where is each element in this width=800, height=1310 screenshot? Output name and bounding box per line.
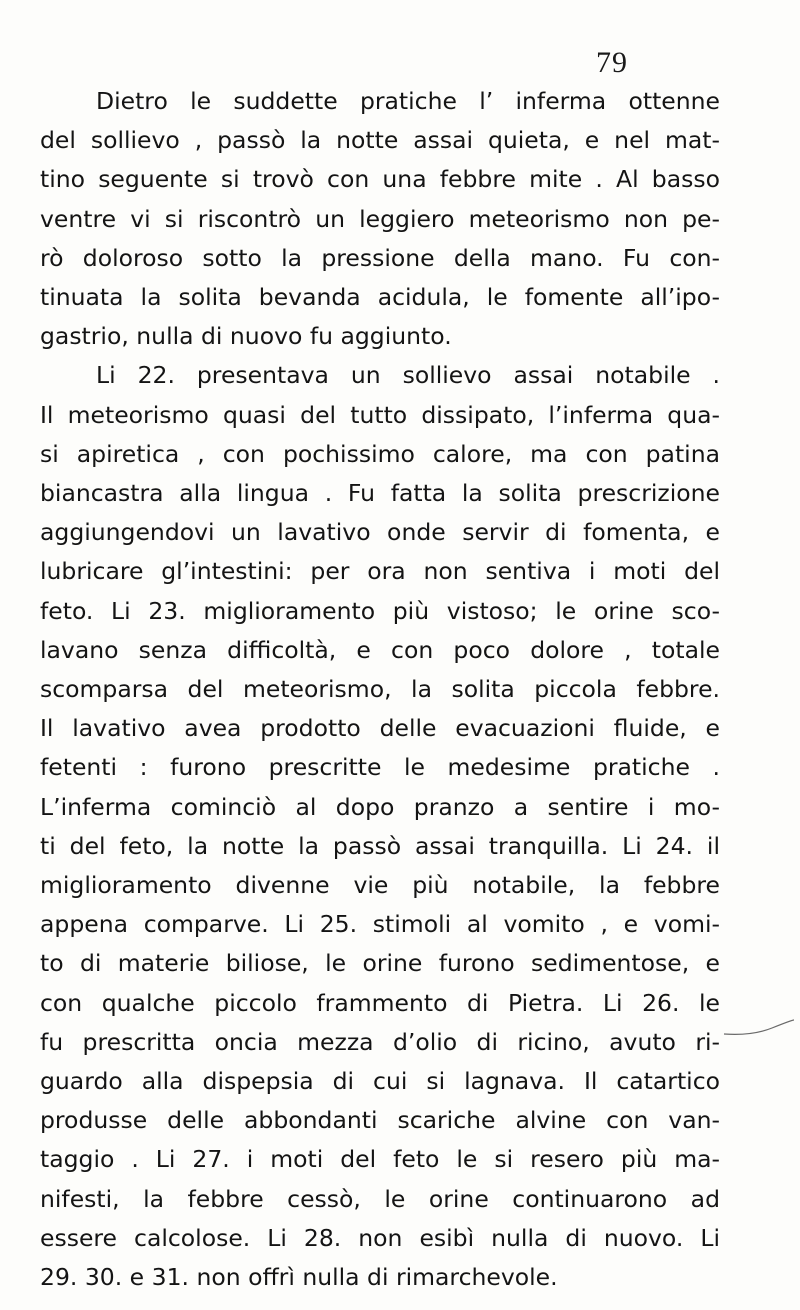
text-line: taggio . Li 27. i moti del feto le si resero più ma- (40, 1145, 720, 1174)
text-line: Il lavativo avea prodotto delle evacuazioni fluide, e (40, 714, 720, 743)
text-line: del sollievo , passò la notte assai quieta, e nel mat- (40, 126, 720, 155)
body-text (40, 82, 720, 1297)
text-line: fetenti : furono prescritte le medesime pratiche . (40, 753, 720, 782)
text-line: Li 22. presentava un sollievo assai notabile . (96, 361, 720, 390)
text-line: L’inferma cominciò al dopo pranzo a sentire i mo- (40, 792, 720, 821)
text-line: appena comparve. Li 25. stimoli al vomito , e vomi- (40, 910, 720, 939)
text-line: fu prescritta oncia mezza d’olio di ricino, avuto ri- (40, 1027, 720, 1056)
text-line: lavano senza difficoltà, e con poco dolore , totale (40, 635, 720, 664)
text-line: Il meteorismo quasi del tutto dissipato, l’inferma qua- (40, 400, 720, 429)
text-line: scomparsa del meteorismo, la solita piccola febbre. (40, 675, 720, 704)
text-line: tinuata la solita bevanda acidula, le fomente all’ipo- (40, 283, 720, 312)
text-line: si apiretica , con pochissimo calore, ma con patina (40, 439, 720, 468)
text-line: to di materie biliose, le orine furono sedimentose, e (40, 949, 720, 978)
text-line: 29. 30. e 31. non offrì nulla di rimarchevole. (40, 1263, 558, 1292)
text-line: guardo alla dispepsia di cui si lagnava. Il catartico (40, 1067, 720, 1096)
text-line: lubricare gl’intestini: per ora non sentiva i moti del (40, 557, 720, 586)
text-line: con qualche piccolo frammento di Pietra. Li 26. le (40, 988, 720, 1017)
text-line: biancastra alla lingua . Fu fatta la solita prescrizione (40, 479, 720, 508)
text-line: tino seguente si trovò con una febbre mite . Al basso (40, 165, 720, 194)
text-line: gastrio, nulla di nuovo fu aggiunto. (40, 322, 452, 351)
text-line: ti del feto, la notte la passò assai tranquilla. Li 24. il (40, 831, 720, 860)
text-line: nifesti, la febbre cessò, le orine continuarono ad (40, 1184, 720, 1213)
text-line: rò doloroso sotto la pressione della mano. Fu con- (40, 243, 720, 272)
text-line: feto. Li 23. miglioramento più vistoso; le orine sco- (40, 596, 720, 625)
text-line: aggiungendovi un lavativo onde servir di fomenta, e (40, 518, 720, 547)
text-line: produsse delle abbondanti scariche alvine con van- (40, 1106, 720, 1135)
text-line: Dietro le suddette pratiche l’ inferma ottenne (96, 87, 720, 115)
text-line: ventre vi si riscontrò un leggiero meteorismo non pe- (40, 204, 720, 233)
text-line: miglioramento divenne vie più notabile, la febbre (40, 871, 720, 900)
margin-pencil-mark (722, 1018, 796, 1038)
page-number: 79 (596, 46, 628, 79)
text-line: essere calcolose. Li 28. non esibì nulla di nuovo. Li (40, 1223, 720, 1252)
